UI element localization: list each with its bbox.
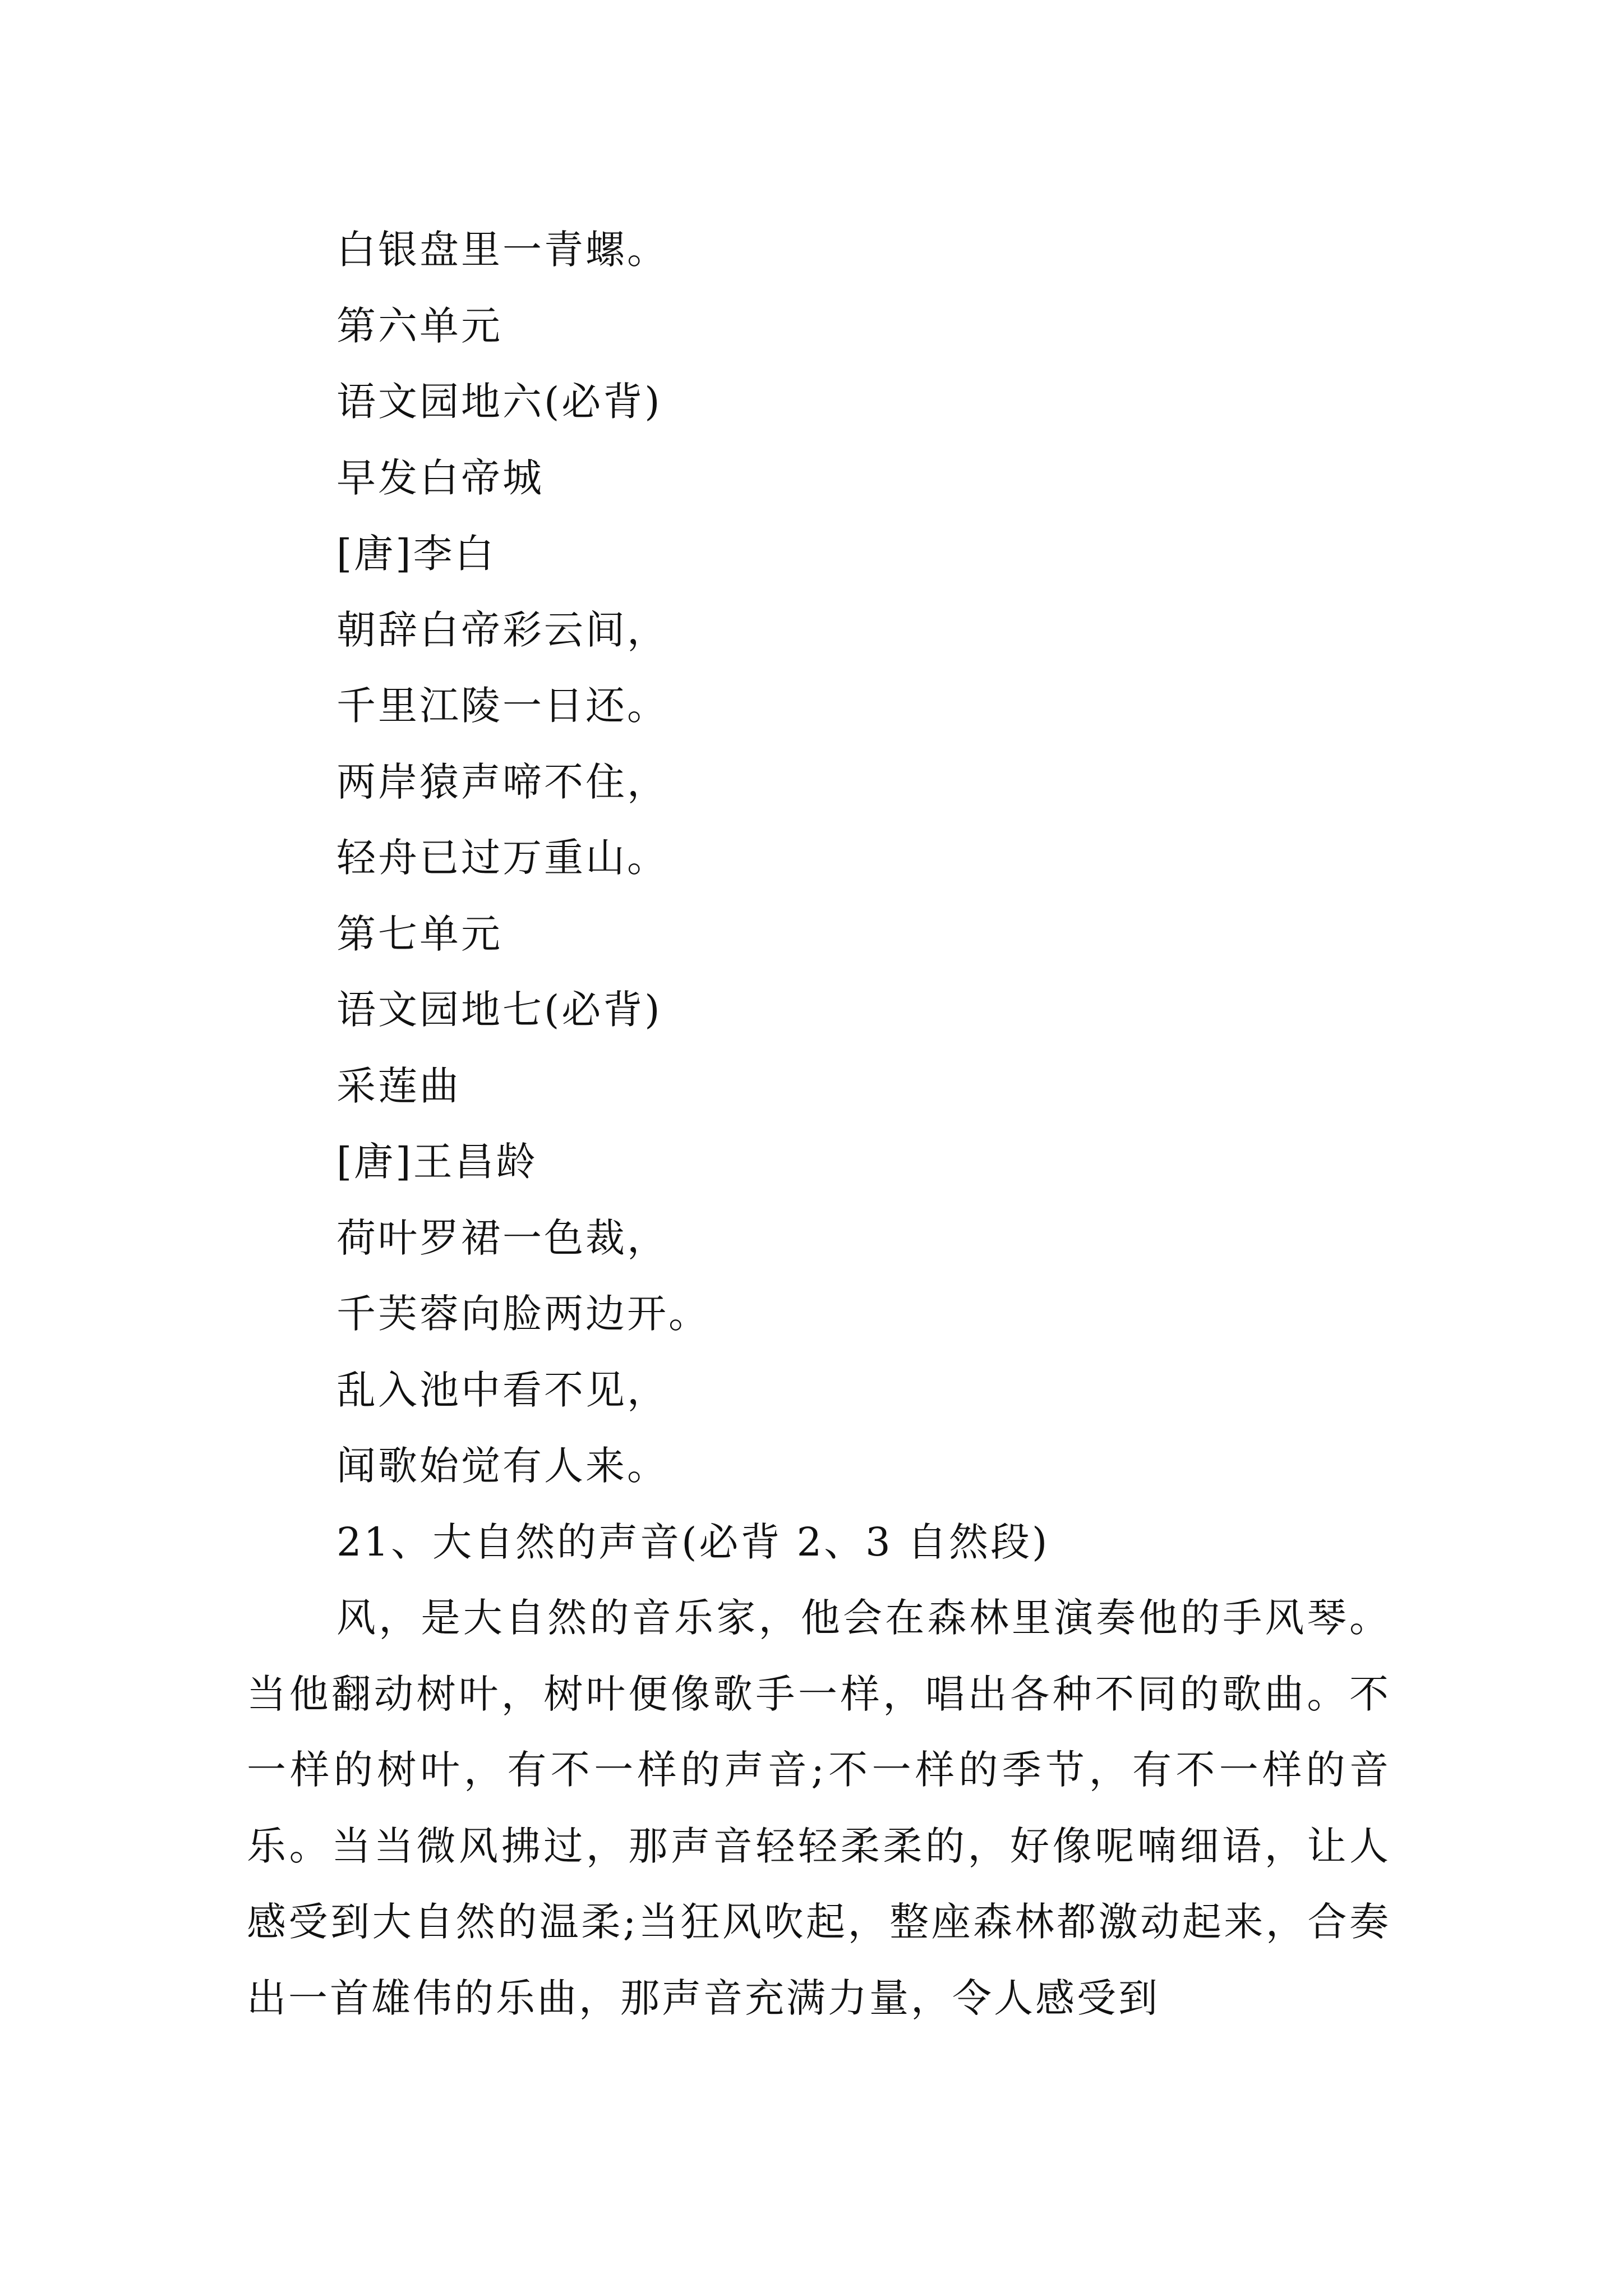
poem-line: 两岸猿声啼不住， — [336, 758, 668, 805]
poem-author: [唐]李白 — [336, 531, 496, 577]
unit-heading-7: 第七单元 — [336, 910, 502, 957]
poem-line: 闻歌始觉有人来。 — [336, 1443, 668, 1489]
poem-author: [唐]王昌龄 — [336, 1139, 538, 1185]
poem-line: 千芙蓉向脸两边开。 — [336, 1291, 710, 1337]
body-paragraph: 风，是大自然的音乐家，他会在森林里演奏他的手风琴。当他翻动树叶，树叶便像歌手一样，唱出各种不同的歌曲。不一样的树叶，有不一样的声音;不一样的季节，有不一样的音乐。当当微风拂过，那声音轻轻柔柔的，好像呢喃细语，让人感受到大自然的温柔;当狂风吹起，整座森林都激动起来，合奏出一首雄伟的乐曲，那声音充满力量，令人感受到 — [247, 1595, 1391, 2021]
lesson-title: 21、大自然的声音(必背 2、3 自然段) — [336, 1519, 1050, 1565]
poem-line: 荷叶罗裙一色裁， — [336, 1214, 668, 1261]
unit-heading-6: 第六单元 — [336, 302, 502, 349]
poem-line: 千里江陵一日还。 — [336, 683, 668, 729]
poem-line: 轻舟已过万重山。 — [336, 835, 668, 881]
poem-line: 乱入池中看不见， — [336, 1366, 668, 1413]
poem-line: 白银盘里一青螺。 — [336, 227, 668, 273]
poem-line: 朝辞白帝彩云间， — [336, 606, 668, 653]
section-title-6: 语文园地六(必背) — [336, 379, 662, 425]
poem-title: 采莲曲 — [336, 1062, 461, 1109]
poem-title: 早发白帝城 — [336, 454, 544, 501]
section-title-7: 语文园地七(必背) — [336, 987, 662, 1033]
page-content — [247, 212, 1391, 2036]
